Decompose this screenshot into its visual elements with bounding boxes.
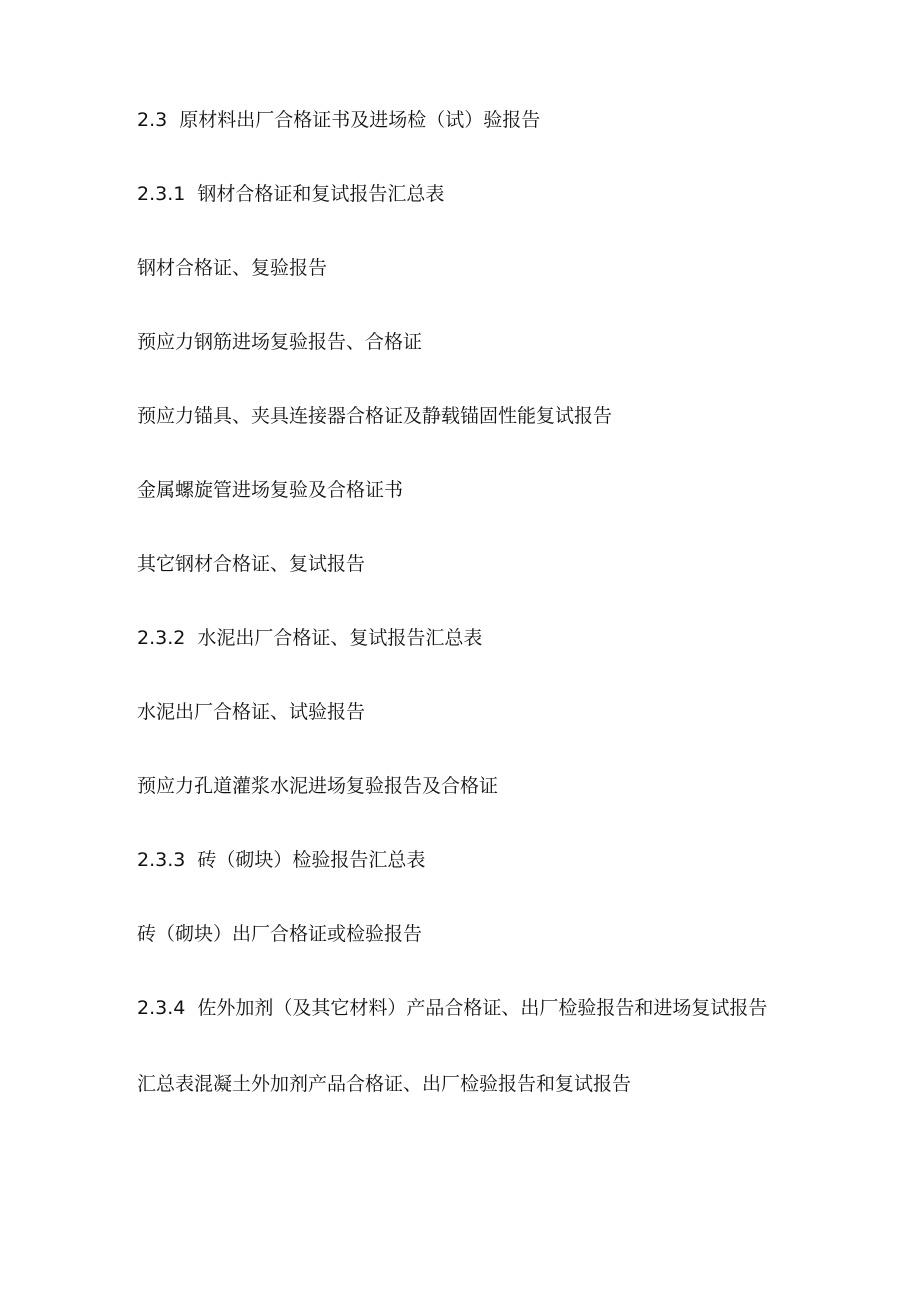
list-item-text: 预应力锚具、夹具连接器合格证及静载锚固性能复试报告 bbox=[137, 405, 613, 427]
list-item bbox=[137, 329, 797, 356]
list-item bbox=[137, 551, 797, 578]
section-number: 2.3.2 bbox=[137, 627, 186, 649]
section-title: 原材料出厂合格证书及进场检（试）验报告 bbox=[179, 109, 541, 131]
section-title: 佐外加剂（及其它材料）产品合格证、出厂检验报告和进场复试报告 bbox=[197, 997, 768, 1019]
list-item-text: 汇总表混凝土外加剂产品合格证、出厂检验报告和复试报告 bbox=[137, 1073, 632, 1095]
section-number: 2.3.4 bbox=[137, 997, 186, 1019]
section-heading-2-3-1 bbox=[137, 181, 797, 208]
section-heading-2-3-2 bbox=[137, 625, 797, 652]
section-number: 2.3.1 bbox=[137, 183, 186, 205]
section-title: 钢材合格证和复试报告汇总表 bbox=[197, 183, 445, 205]
list-item-text: 水泥出厂合格证、试验报告 bbox=[137, 701, 366, 723]
list-item bbox=[137, 477, 797, 504]
list-item-text: 预应力钢筋进场复验报告、合格证 bbox=[137, 331, 423, 353]
list-item-text: 预应力孔道灌浆水泥进场复验报告及合格证 bbox=[137, 775, 499, 797]
section-heading-2-3-4 bbox=[137, 995, 797, 1022]
list-item bbox=[137, 403, 797, 430]
section-heading-2-3 bbox=[137, 107, 797, 134]
list-item bbox=[137, 255, 797, 282]
list-item-text: 金属螺旋管进场复验及合格证书 bbox=[137, 479, 404, 501]
list-item-text: 钢材合格证、复验报告 bbox=[137, 257, 328, 279]
section-heading-2-3-3 bbox=[137, 847, 797, 874]
section-number: 2.3.3 bbox=[137, 849, 186, 871]
list-item-text: 其它钢材合格证、复试报告 bbox=[137, 553, 366, 575]
list-item bbox=[137, 773, 797, 800]
list-item-text: 砖（砌块）出厂合格证或检验报告 bbox=[137, 923, 423, 945]
list-item bbox=[137, 921, 797, 948]
section-number: 2.3 bbox=[137, 109, 168, 131]
list-item bbox=[137, 1071, 797, 1098]
section-title: 水泥出厂合格证、复试报告汇总表 bbox=[197, 627, 483, 649]
section-title: 砖（砌块）检验报告汇总表 bbox=[197, 849, 426, 871]
list-item bbox=[137, 699, 797, 726]
